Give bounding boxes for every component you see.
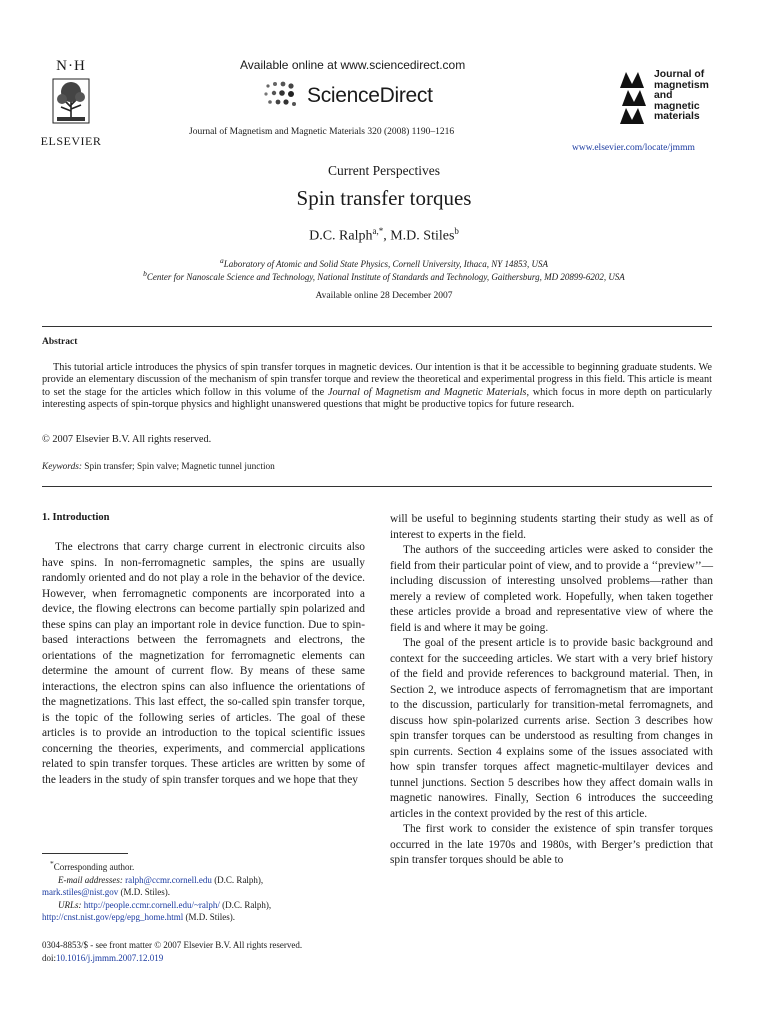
divider	[42, 326, 712, 327]
abstract-text-part: , which focus in more depth on particularly interesting aspects of spin-torque physics and highlight unanswered questions that might be productive topics for future research.	[42, 386, 713, 410]
email-addresses-cont	[42, 886, 365, 899]
jmmm-logo-line: materials	[654, 111, 700, 122]
jmmm-logo-line: magnetism	[654, 79, 709, 91]
affiliation-b-marker: b	[143, 269, 147, 278]
email-addresses	[42, 874, 365, 887]
article-type: Current Perspectives	[327, 163, 441, 178]
page-footer	[42, 939, 365, 964]
abstract-heading: Abstract	[42, 337, 78, 347]
available-online-date: Available online 28 December 2007	[315, 291, 453, 301]
journal-citation: Journal of Magnetism and Magnetic Materials 320 (2008) 1190–1216	[189, 127, 455, 137]
doi-line	[42, 952, 365, 965]
doi-label: doi:	[42, 952, 57, 963]
divider	[42, 486, 712, 487]
url-link[interactable]: http://cnst.nist.gov/epg/epg_home.html	[42, 912, 184, 922]
paragraph: The authors of the succeeding articles were asked to consider the field from their particular point of view, and to provide a ‘‘preview’’— including discussion of interesting unsolved problems—rather than merely a review of completed work. Hopefully, when taken together these articles provide a broad and representative view of where the field is and where it may be going.	[390, 544, 713, 634]
available-online-banner: Available online at www.sciencedirect.com	[240, 58, 466, 72]
affiliation-a-marker: a	[219, 256, 224, 265]
email-link[interactable]: ralph@ccmr.cornell.edu	[125, 874, 212, 885]
jmmm-logo-line: and	[654, 90, 673, 101]
url-owner: (D.C. Ralph),	[219, 899, 272, 910]
urls	[42, 899, 365, 912]
url-link[interactable]: http://people.ccmr.cornell.edu/~ralph/	[83, 899, 220, 910]
footnote-marker: *	[50, 859, 54, 868]
affiliation-a-text: Laboratory of Atomic and Solid State Physics, Cornell University, Ithaca, NY 14853, USA	[223, 259, 549, 269]
jmmm-logo	[618, 69, 709, 133]
keywords-list: Spin transfer; Spin valve; Magnetic tunnel junction	[81, 462, 275, 472]
url-owner: (M.D. Stiles).	[183, 912, 235, 922]
journal-url-link[interactable]: www.elsevier.com/locate/jmmm	[572, 143, 695, 153]
abstract-text	[42, 362, 712, 411]
doi-link[interactable]: 10.1016/j.jmmm.2007.12.019	[56, 952, 164, 963]
jmmm-logo-line: magnetic	[654, 100, 700, 112]
email-owner: (M.D. Stiles).	[118, 887, 171, 897]
corresponding-author-label: Corresponding author.	[53, 862, 135, 872]
author-1: D.C. Ralph	[309, 228, 373, 244]
sciencedirect-wordmark: ScienceDirect	[307, 84, 433, 107]
article-title: Spin transfer torques	[296, 186, 472, 210]
email-link[interactable]: mark.stiles@nist.gov	[42, 887, 119, 897]
issn-line: 0304-8853/$ - see front matter © 2007 Elsevier B.V. All rights reserved.	[42, 940, 303, 950]
publisher-name: ELSEVIER	[40, 134, 102, 148]
abstract-journal-name: Journal of Magnetism and Magnetic Materials	[327, 386, 527, 398]
abstract-copyright: © 2007 Elsevier B.V. All rights reserved.	[42, 434, 212, 445]
keywords-label: Keywords:	[42, 462, 82, 472]
affiliation-b-text: Center for Nanoscale Science and Technology, National Institute of Standards and Technology, Gaithersburg, MD 20899-6202, USA	[146, 272, 625, 282]
urls-label: URLs:	[58, 899, 82, 910]
jmmm-logo-line: Journal of	[654, 69, 705, 80]
jmmm-m-icon	[618, 70, 652, 128]
keywords	[42, 462, 275, 472]
section-heading: 1. Introduction	[42, 512, 110, 523]
publisher-mark: N·H	[56, 58, 86, 74]
email-owner: (D.C. Ralph),	[211, 874, 264, 885]
abstract-text-part: This tutorial article introduces the physics of spin transfer torques in magnetic devices. Our intention is that it be accessible to beginning graduate students. We provide an elementary discussion of the mechanism of spin transfer torque and review the theoretical and experimental progress in this field. This article is meant to set the stage for the articles which follow in this volume of the	[42, 362, 712, 398]
email-label: E-mail addresses:	[58, 874, 123, 885]
author-2-affiliation-marker: b	[454, 226, 459, 236]
footnotes	[42, 858, 365, 924]
paragraph: will be useful to beginning students starting their study as well as of interest to experts in the field.	[390, 513, 713, 541]
elsevier-logo	[36, 58, 106, 149]
elsevier-tree-icon	[51, 77, 91, 127]
corresponding-author-note	[42, 858, 365, 874]
body-left-column: The electrons that carry charge current in electronic circuits also have spins. In non-ferromagnetic samples, the spins are usually randomly oriented and do not play a role in the behavior of the device. However, when ferromagnetic components are incorporated into a device, the flowing electrons can become partially spin polarized and these spins can play an important role in device function. Due to spin-based interactions between the ferromagnets and electrons, the orientations of the magnetization for ferromagnetic elements can determine the amount of current flow. By means of these same interactions, the electron spins can also influence the orientations of the magnetizations. This last effect, the so-called spin transfer torque, is the topic of the following series of articles. The goal of these articles is to provide an introduction to the topical scientific issues concerning the theories, experiments, and commercial applications related to spin transfer torques. These articles are written by some of the leaders in the study of spin transfer torques and we hope that they	[42, 541, 365, 786]
affiliation-a	[0, 256, 768, 269]
sciencedirect-dots-icon	[262, 80, 304, 110]
paragraph: The goal of the present article is to provide basic background and context for the succeeding articles. We start with a very brief history of the field and provide references to background material. Then, in Section 2, we introduce aspects of ferromagnetism that are important to the discussion, particularly for transition-metal ferromagnets, and discuss how spin-polarized currents arise. Section 3 describes how spin transfer torques can be understood as resulting from changes in spin currents. Section 4 explains some of the issues associated with how spin transfer torques affect magnetic-multilayer devices and tunnel junctions. Section 5 describes how they affect domain walls in magnetic nanowires. Finally, Section 6 introduces the succeeding articles in the context provided by the rest of this article.	[390, 637, 713, 820]
urls-cont	[42, 911, 365, 924]
article-authors: D.C. Ralph$^{a,*}$, M.D. Stiles$^b$	[309, 226, 459, 244]
paragraph: The first work to consider the existence of spin transfer torques occurred in the late 1970s and 1980s, with Berger’s prediction that spin transfer torques should be able to	[390, 823, 713, 866]
sciencedirect-logo	[262, 80, 433, 115]
body-right-column	[390, 512, 713, 869]
author-2: M.D. Stiles	[390, 228, 455, 244]
author-1-affiliation-marker: a,*	[372, 226, 384, 236]
affiliation-b	[0, 269, 768, 282]
footnote-divider	[42, 853, 128, 854]
